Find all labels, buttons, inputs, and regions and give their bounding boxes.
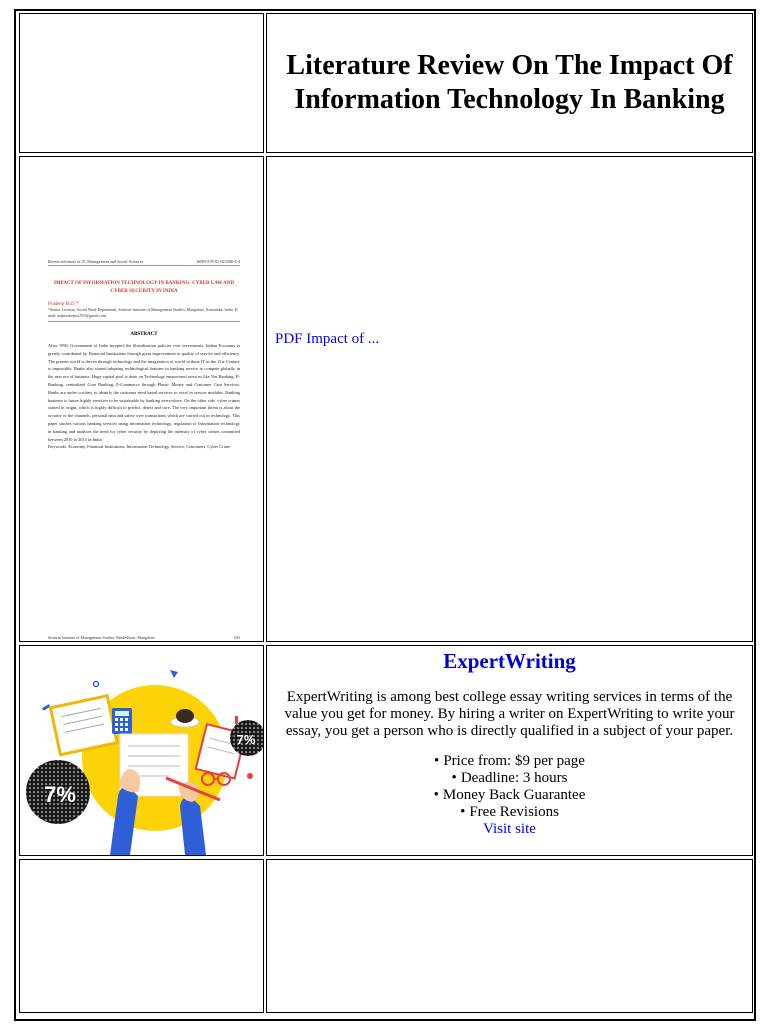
top-left-cell	[19, 13, 264, 153]
ad-description: ExpertWriting is among best college essay writing services in terms of the value you get for money. By hiring a writer on ExpertWriting to write your essay, you get a person who is directly qualified in a subject of your paper.	[284, 689, 735, 739]
thumbnail-footer-right: 543	[234, 635, 240, 640]
paper-thumbnail[interactable]	[48, 259, 240, 640]
thumbnail-footer-left: Srinivas Institute of Management Studies, Pandeshwar, Mangalore	[48, 635, 155, 640]
bottom-left-cell	[19, 859, 264, 1013]
thumbnail-author: Pradeep M.D.*	[48, 302, 79, 307]
thumbnail-header-left: Recent advances in IT, Management and Social Sciences	[48, 259, 144, 264]
thumbnail-footer	[48, 635, 240, 640]
title-cell	[266, 13, 753, 153]
discount-badge-small-label: 7%	[236, 732, 256, 747]
notebook-left	[50, 696, 117, 755]
thumbnail-keywords: Keywords: Economy, Financial Institutions, Information Technology, Service, Customers, Cyber Crime	[48, 444, 231, 450]
ad-cell	[266, 645, 753, 856]
thumbnail-abstract: After 1990, Government of India incepted the liberalization policies over investments. Indian Economy is greatly contributed by Financial Institutions through great improvement in quality of service and efficiency. The present world is driven through technology and the imagination of world without IT in the 21st Century is impossible. Banks also started adopting technological features in banking service to compete globally in the new era of business. Huge capital pool is done on Technology empowered services like Net Banking, E-Banking, centralized Core Banking, E-Commerce through Plastic Money and Customer Care Services. Banks are under scrutiny to identify the customer need based services to excel in service modules. Banking business is future highly sensitive to be sustainable by banking everywhere. On the other side, cyber crimes started in origin, which is highly difficult to predict, detect and cure. The very important threat is about the security of the channels, personal data and safety over transactions which are carried out in technology. This paper studies various banking services using information technology, regulation of Information technology in banking and analyses the need for cyber security by depicting the intensity of cyber crimes committed between 2010 to 2013 in India.	[48, 343, 240, 442]
ad-feature-price: • Price from: $9 per page	[267, 753, 752, 770]
illustration-cell	[19, 645, 264, 856]
pdf-link-cell	[266, 156, 753, 642]
thumbnail-header	[48, 259, 240, 266]
thumbnail-affiliation: *Senior Lecturer, Social Work Department, Srinivas Institute of Management Studies, Mangalore, Karnataka, India. E-mail: mdpradeepsrs767@gmail.com	[48, 307, 240, 322]
ad-features-list	[267, 753, 752, 821]
calculator-icon	[112, 708, 132, 734]
ad-feature-deadline: • Deadline: 3 hours	[267, 770, 752, 787]
discount-badge-large-label: 7%	[44, 782, 76, 807]
thumbnail-abstract-heading: ABSTRACT	[130, 332, 158, 337]
paper-thumbnail-cell[interactable]	[19, 156, 264, 642]
writing-illustration	[20, 646, 263, 855]
thumbnail-header-right: ISBN:978-81-923506-4-4	[196, 259, 240, 264]
page-title: Literature Review On The Impact Of Information Technology In Banking	[286, 50, 733, 115]
ad-feature-guarantee: • Money Back Guarantee	[267, 787, 752, 804]
ad-feature-revisions: • Free Revisions	[267, 804, 752, 821]
discount-badge-large	[26, 760, 90, 824]
pdf-link[interactable]: PDF Impact of ...	[275, 331, 380, 347]
bottom-right-cell	[266, 859, 753, 1013]
thumbnail-paper-title: IMPACT OF INFORMATION TECHNOLOGY IN BANKING- CYBER LAW AND CYBER SECURITY IN INDIA	[53, 281, 234, 294]
ad-title[interactable]: ExpertWriting	[443, 649, 576, 673]
visit-site-link[interactable]: Visit site	[483, 821, 536, 837]
